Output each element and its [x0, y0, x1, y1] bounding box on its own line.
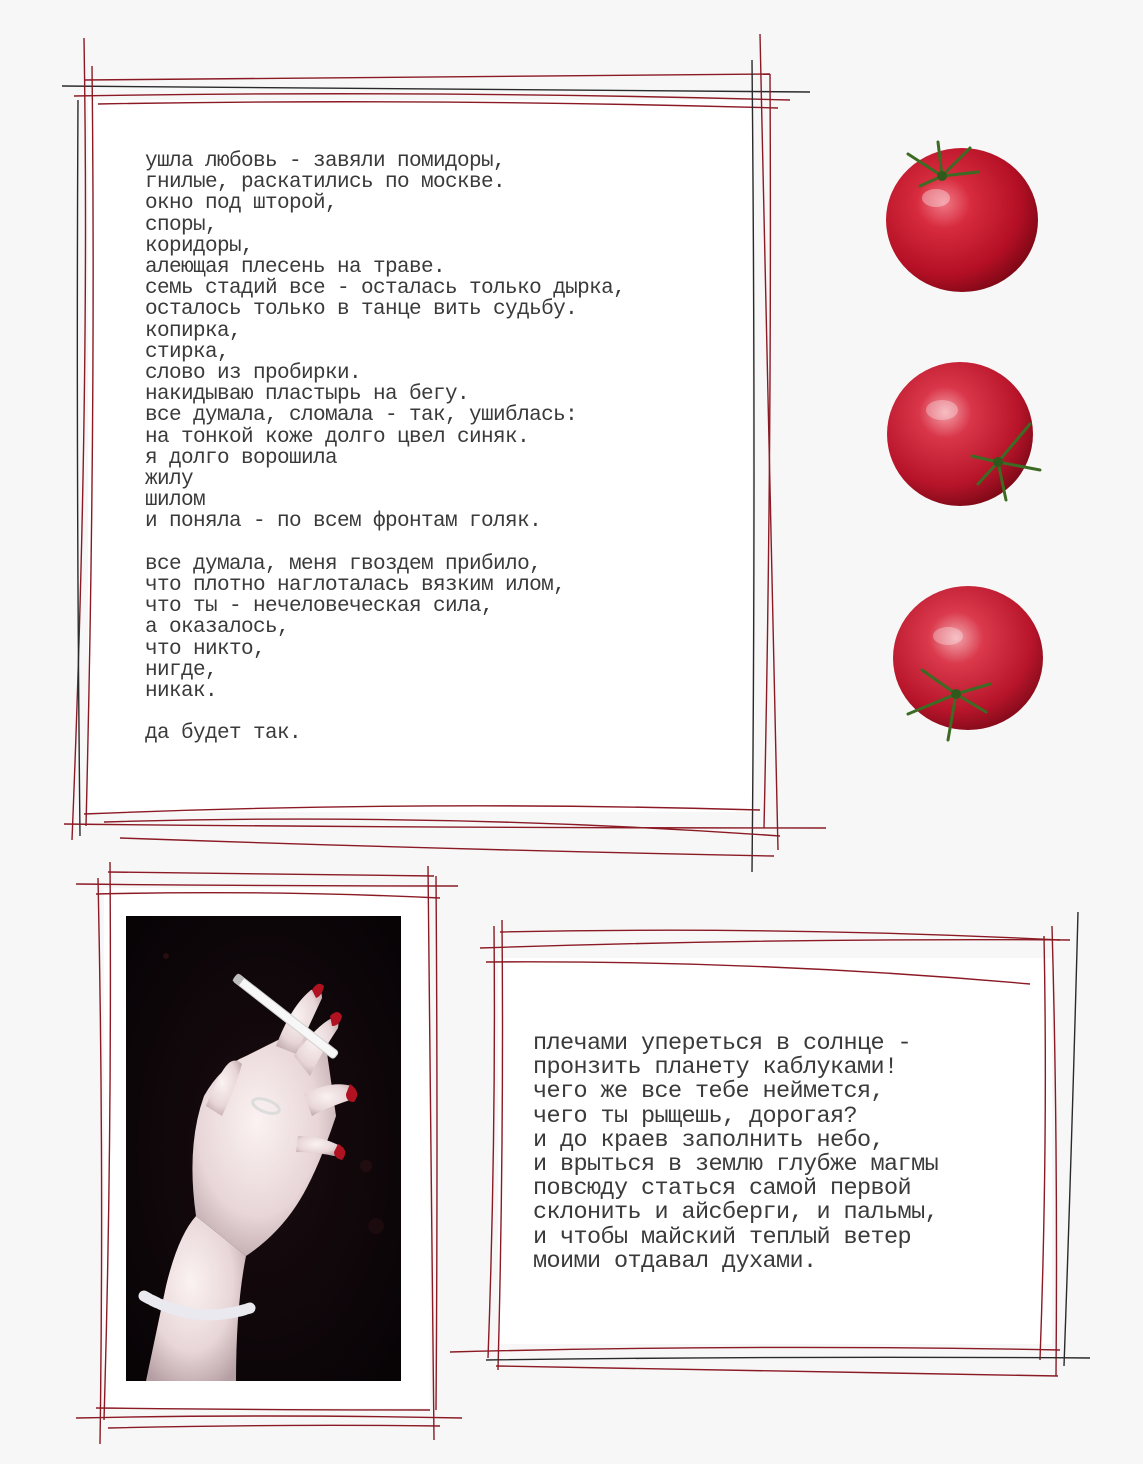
poem-line: что плотно наглоталась вязким илом, [145, 574, 566, 598]
poem-line: семь стадий все - осталась только дырка, [145, 277, 626, 301]
poem-line: нигде, [145, 658, 218, 682]
poem-line: все думала, сломала - так, ушиблась: [145, 404, 578, 428]
poem-line: все думала, меня гвоздем прибило, [145, 552, 542, 576]
poem-line: моими отдавал духами. [533, 1247, 817, 1275]
poem-line [145, 533, 625, 554]
poem-line: чего ты рыщешь, дорогая? [533, 1102, 858, 1130]
poem-line: что никто, [145, 637, 266, 661]
poem-line: да будет так. [145, 722, 302, 746]
poem-line: а оказалось, [145, 616, 290, 640]
poem-line: копирка, [145, 319, 242, 343]
poem-line: и врыться в землю глубже магмы [533, 1151, 939, 1179]
hand-cigarette-photo [126, 916, 401, 1381]
poem-line: осталось только в танце вить судьбу. [145, 298, 578, 322]
poem-line: на тонкой коже долго цвел синяк. [145, 425, 530, 449]
tomato-icon [880, 358, 1050, 508]
poem-line: окно под шторой, [145, 192, 338, 216]
tomato-icon [878, 136, 1048, 296]
poem-line: и поняла - по всем фронтам голяк. [145, 510, 542, 534]
poem-line: слово из пробирки. [145, 362, 362, 386]
poem-line: шилом [145, 489, 206, 513]
poem-line: склонить и айсберги, и пальмы, [533, 1199, 939, 1227]
poem-line: стирка, [145, 340, 230, 364]
poem-line [145, 702, 625, 723]
tomato-icon [886, 584, 1056, 749]
poem-line: гнилые, раскатились по москве. [145, 171, 506, 195]
poem-line: что ты - нечеловеческая сила, [145, 595, 494, 619]
poem-line: чего же все тебе неймется, [533, 1078, 885, 1106]
main-poem-text [145, 151, 625, 745]
poem-line: коридоры, [145, 234, 254, 258]
second-poem-text [533, 1032, 938, 1274]
poem-line: я долго ворошила [145, 446, 338, 470]
poem-line: ушла любовь - завяли помидоры, [145, 150, 506, 173]
poem-line: и до краев заполнить небо, [533, 1126, 885, 1154]
poem-line: повсюду статься самой первой [533, 1175, 912, 1203]
poem-line: споры, [145, 213, 218, 237]
poem-line: алеющая плесень на траве. [145, 256, 446, 280]
poem-line: жилу [145, 468, 194, 492]
hand-cigarette-illustration [126, 916, 401, 1381]
poem-line: никак. [145, 680, 218, 704]
poem-line: плечами упереться в солнце - [533, 1030, 912, 1057]
poem-line: пронзить планету каблуками! [533, 1054, 898, 1082]
poem-line: и чтобы майский теплый ветер [533, 1223, 912, 1251]
poem-line: накидываю пластырь на бегу. [145, 383, 470, 407]
